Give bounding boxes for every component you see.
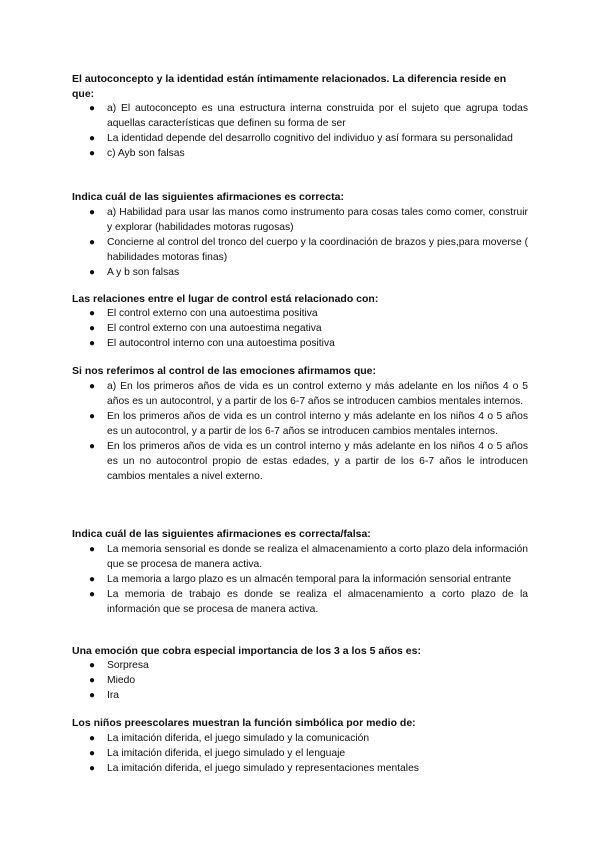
bullet-icon: ● — [88, 763, 96, 774]
list-item — [72, 205, 528, 235]
bullet-icon: ● — [88, 574, 96, 585]
answer-list — [72, 658, 528, 703]
answer-list — [72, 205, 528, 280]
list-item — [72, 321, 528, 336]
list-item — [72, 336, 528, 351]
list-item — [72, 235, 528, 265]
list-item — [72, 746, 528, 761]
list-item — [72, 101, 528, 131]
question-heading: Los niños preescolares muestran la función simbólica por medio de: — [72, 717, 416, 729]
list-item — [72, 542, 528, 572]
answer-text: Sorpresa — [107, 660, 149, 671]
list-item — [72, 409, 528, 439]
list-item — [72, 306, 528, 321]
answer-text: Concierne al control del tronco del cuerpo y la coordinación de brazos y pies,para moverse ( habilidades motoras finas) — [107, 237, 528, 263]
bullet-icon: ● — [88, 660, 96, 671]
answer-text: Miedo — [107, 675, 136, 686]
bullet-icon: ● — [88, 323, 96, 334]
answer-text: La memoria a largo plazo es un almacén temporal para la información sensorial entrante — [107, 574, 512, 585]
bullet-icon: ● — [88, 338, 96, 349]
bullet-icon: ● — [88, 441, 96, 452]
question-heading: Indica cuál de las siguientes afirmaciones es correcta: — [72, 191, 344, 203]
answer-list — [72, 379, 528, 484]
list-item — [72, 379, 528, 409]
answer-text: c) Ayb son falsas — [107, 148, 185, 159]
answer-text: a) En los primeros años de vida es un control externo y más adelante en los niños 4 o 5 años es un autocontrol, y a partir de los 6-7 años se introducen cambios mentales internos. — [107, 381, 528, 407]
answer-text: La memoria de trabajo es donde se realiza el almacenamiento a corto plazo de la información que se procesa de manera activa. — [107, 589, 528, 615]
bullet-icon: ● — [88, 544, 96, 555]
answer-text: El control externo con una autoestima negativa — [107, 323, 322, 334]
list-item — [72, 731, 528, 746]
list-item — [72, 587, 528, 617]
answer-text: La memoria sensorial es donde se realiza el almacenamiento a corto plazo dela información que se procesa de manera activa. — [107, 544, 528, 570]
list-item — [72, 131, 528, 146]
answer-text: El control externo con una autoestima positiva — [107, 308, 318, 319]
list-item — [72, 146, 528, 161]
question-heading: Las relaciones entre el lugar de control está relacionado con: — [72, 293, 379, 305]
bullet-icon: ● — [88, 381, 96, 392]
bullet-icon: ● — [88, 308, 96, 319]
answer-text: a) El autoconcepto es una estructura interna construida por el sujeto que agrupa todas aquellas características que definen su forma de ser — [107, 103, 528, 129]
answer-text: La imitación diferida, el juego simulado y el lenguaje — [107, 748, 346, 759]
answer-list — [72, 101, 528, 161]
answer-text: La imitación diferida, el juego simulado y la comunicación — [107, 733, 370, 744]
bullet-icon: ● — [88, 267, 96, 278]
list-item — [72, 673, 528, 688]
answer-text: Ira — [107, 690, 120, 701]
answer-text: En los primeros años de vida es un control interno y más adelante en los niños 4 o 5 años es un no autocontrol propio de estas edades, y a partir de los 6-7 años le introducen cambios mentales a nivel externo. — [107, 441, 528, 482]
list-item — [72, 265, 528, 280]
bullet-icon: ● — [88, 589, 96, 600]
list-item — [72, 439, 528, 484]
answer-text: En los primeros años de vida es un control interno y más adelante en los niños 4 o 5 años es un autocontrol, y a partir de los 6-7 años se introducen cambios mentales internos. — [107, 411, 528, 437]
answer-text: La imitación diferida, el juego simulado y representaciones mentales — [107, 763, 419, 774]
question-heading: Si nos referimos al control de las emociones afirmamos que: — [72, 365, 377, 377]
bullet-icon: ● — [88, 237, 96, 248]
answer-text: a) Habilidad para usar las manos como instrumento para cosas tales como comer, construir y explorar (habilidades motoras rugosas) — [107, 207, 528, 233]
answer-text: La identidad depende del desarrollo cognitivo del individuo y así formara su personalidad — [107, 133, 513, 144]
question-heading: Una emoción que cobra especial importancia de los 3 a los 5 años es: — [72, 645, 421, 657]
list-item — [72, 761, 528, 776]
bullet-icon: ● — [88, 733, 96, 744]
answer-text: A y b son falsas — [107, 267, 180, 278]
list-item — [72, 688, 528, 703]
answer-list — [72, 731, 528, 776]
list-item — [72, 658, 528, 673]
bullet-icon: ● — [88, 411, 96, 422]
bullet-icon: ● — [88, 675, 96, 686]
bullet-icon: ● — [88, 103, 96, 114]
question-heading: Indica cuál de las siguientes afirmaciones es correcta/falsa: — [72, 528, 371, 540]
bullet-icon: ● — [88, 148, 96, 159]
bullet-icon: ● — [88, 748, 96, 759]
answer-list — [72, 306, 528, 351]
list-item — [72, 572, 528, 587]
bullet-icon: ● — [88, 690, 96, 701]
question-heading: El autoconcepto y la identidad están íntimamente relacionados. La diferencia reside en que: — [72, 73, 507, 100]
bullet-icon: ● — [88, 133, 96, 144]
answer-text: El autocontrol interno con una autoestima positiva — [107, 338, 335, 349]
bullet-icon: ● — [88, 207, 96, 218]
answer-list — [72, 542, 528, 617]
